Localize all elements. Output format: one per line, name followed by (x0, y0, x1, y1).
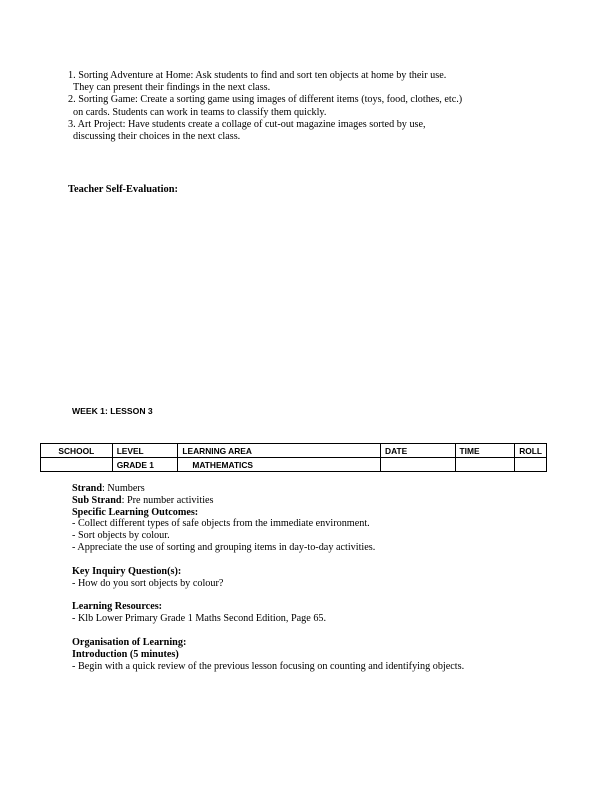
inquiry-item: - How do you sort objects by colour? (72, 577, 224, 589)
table-header-cell: TIME (455, 444, 515, 458)
activity-line: 3. Art Project: Have students create a collage of cut-out magazine images sorted by use, (68, 118, 426, 130)
activity-line: on cards. Students can work in teams to classify them quickly. (73, 106, 327, 118)
table-header-cell: ROLL (515, 444, 547, 458)
sub-strand-line (72, 495, 552, 507)
strand-label: Strand (72, 483, 103, 494)
activity-item (68, 94, 548, 118)
table-header-cell: DATE (381, 444, 456, 458)
table-cell (455, 458, 515, 472)
outcome-item: - Appreciate the use of sorting and grouping items in day-to-day activities. (72, 541, 376, 553)
self-evaluation-heading: Teacher Self-Evaluation: (68, 184, 178, 195)
spacer (72, 554, 552, 566)
table-row (41, 458, 547, 472)
table-cell (515, 458, 547, 472)
table-cell: MATHEMATICS (178, 458, 381, 472)
resources-heading: Learning Resources: (72, 601, 163, 613)
sub-strand-value: : Pre number activities (121, 494, 214, 506)
spacer (72, 589, 552, 601)
outcomes-heading: Specific Learning Outcomes: (72, 506, 199, 518)
activity-line: 1. Sorting Adventure at Home: Ask students to find and sort ten objects at home by their use. (68, 70, 447, 81)
sub-strand-label: Sub Strand (72, 494, 122, 506)
table-header-cell: LEVEL (112, 444, 178, 458)
inquiry-heading: Key Inquiry Question(s): (72, 565, 182, 577)
outcome-item: - Sort objects by colour. (72, 530, 170, 542)
strand-value: : Numbers (102, 483, 145, 494)
table-cell: GRADE 1 (112, 458, 178, 472)
activity-item (68, 119, 548, 143)
organisation-heading: Organisation of Learning: (72, 636, 187, 648)
spacer (72, 625, 552, 637)
activity-line: discussing their choices in the next class. (73, 131, 241, 143)
lesson-details (72, 483, 552, 672)
introduction-subheading: Introduction (5 minutes) (72, 648, 179, 660)
activity-list (68, 70, 548, 143)
activity-line: They can present their findings in the next class. (73, 82, 271, 94)
table-header-row (41, 444, 547, 458)
table-cell (381, 458, 456, 472)
table-header-cell: LEARNING AREA (178, 444, 381, 458)
table-header-cell: SCHOOL (41, 444, 113, 458)
strand-line (72, 483, 552, 495)
outcome-item: - Collect different types of safe objects from the immediate environment. (72, 518, 370, 530)
organisation-item: - Begin with a quick review of the previous lesson focusing on counting and identifying objects. (72, 660, 465, 672)
resource-item: - Klb Lower Primary Grade 1 Maths Second Edition, Page 65. (72, 613, 327, 625)
lesson-info-table (40, 443, 547, 472)
activity-item (68, 70, 548, 94)
week-lesson-title: WEEK 1: LESSON 3 (72, 406, 153, 416)
table-cell (41, 458, 113, 472)
activity-line: 2. Sorting Game: Create a sorting game using images of different items (toys, food, clothes, etc.) (68, 94, 463, 106)
